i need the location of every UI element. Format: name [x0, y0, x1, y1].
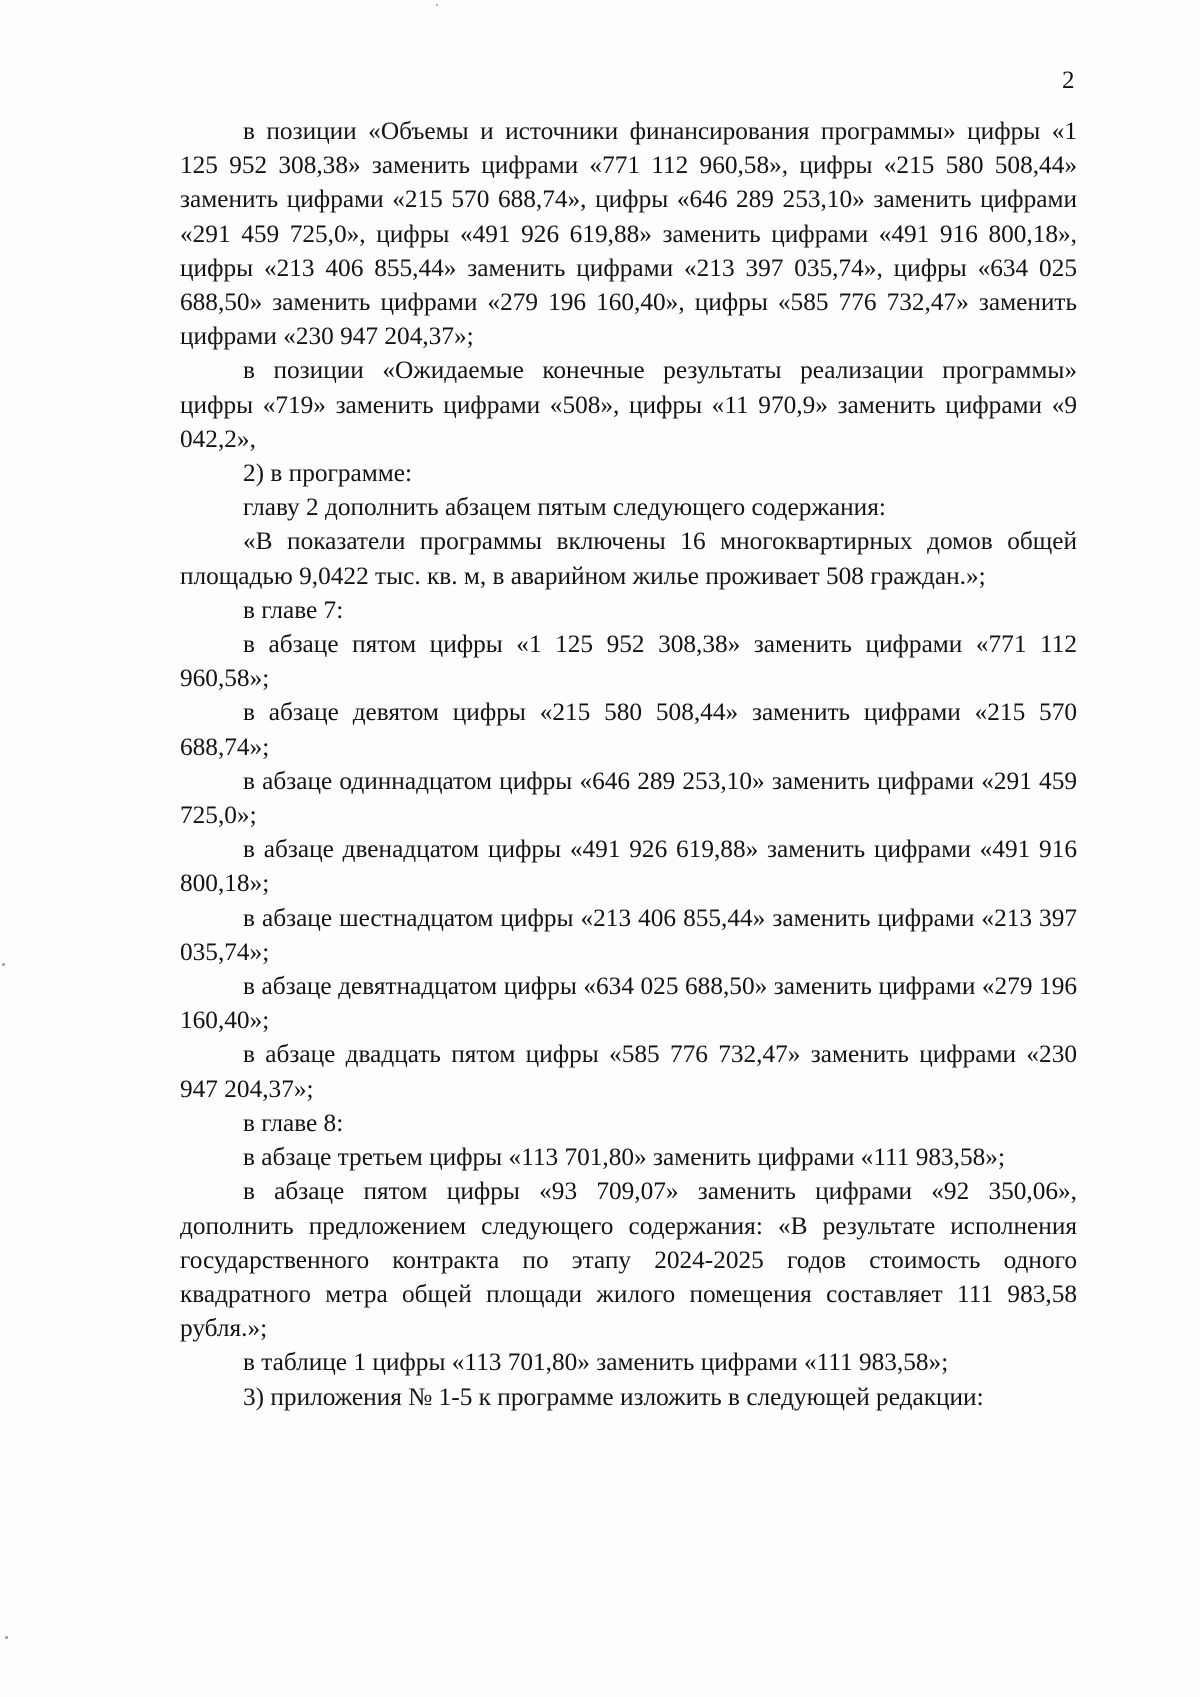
paragraph-chapter-7-heading: в главе 7:	[243, 595, 344, 624]
paragraph-funding-position: в позиции «Объемы и источники финансирования программы» цифры «1 125 952 308,38» заменить цифрами «771 112 960,58», цифры «215 580 508,44» заменить цифрами «215 570 688,74», цифры «646 289 253,10» заменить цифрами «291 459 725,0», цифры «491 926 619,88» заменить цифрами «491 916 800,18», цифры «213 406 855,44» заменить цифрами «213 397 035,74», цифры «634 025 688,50» заменить цифрами «279 196 160,40», цифры «585 776 732,47» заменить цифрами «230 947 204,37»;	[180, 117, 1077, 351]
paragraph-in-program: 2) в программе:	[243, 459, 413, 488]
paragraph-chapter-7-item-4: в абзаце двенадцатом цифры «491 926 619,88» заменить цифрами «491 916 800,18»;	[180, 835, 1077, 898]
paragraph-chapter-8-item-2: в абзаце пятом цифры «93 709,07» заменить цифрами «92 350,06», дополнить предложением следующего содержания: «В результате исполнения государственного контракта по этапу 2024-2025 годов стоимость одного квадратного метра общей площади жилого помещения составляет 111 983,58 рубля.»;	[180, 1177, 1077, 1343]
scan-speck	[5, 1636, 8, 1639]
paragraph-chapter-7-item-3: в абзаце одиннадцатом цифры «646 289 253,10» заменить цифрами «291 459 725,0»;	[180, 766, 1077, 830]
scan-speck	[436, 4, 438, 6]
paragraph-chapter-8-item-1: в абзаце третьем цифры «113 701,80» заменить цифрами «111 983,58»;	[243, 1143, 1005, 1172]
paragraph-chapter-7-item-5: в абзаце шестнадцатом цифры «213 406 855,44» заменить цифрами «213 397 035,74»;	[180, 903, 1077, 966]
paragraph-appendices: 3) приложения № 1-5 к программе изложить в следующей редакции:	[243, 1382, 984, 1411]
page-number: 2	[1062, 67, 1075, 94]
paragraph-table-1: в таблице 1 цифры «113 701,80» заменить цифрами «111 983,58»;	[243, 1348, 949, 1377]
paragraph-chapter-2-addition: главу 2 дополнить абзацем пятым следующего содержания:	[243, 493, 886, 522]
paragraph-chapter-7-item-1: в абзаце пятом цифры «1 125 952 308,38» заменить цифрами «771 112 960,58»;	[180, 630, 1077, 693]
scan-speck	[2, 963, 5, 966]
paragraph-expected-results-position: в позиции «Ожидаемые конечные результаты реализации программы» цифры «719» заменить цифрами «508», цифры «11 970,9» заменить цифрами «9 042,2»,	[180, 356, 1077, 453]
paragraph-chapter-7-item-6: в абзаце девятнадцатом цифры «634 025 688,50» заменить цифрами «279 196 160,40»;	[180, 972, 1077, 1035]
paragraph-chapter-8-heading: в главе 8:	[243, 1108, 344, 1137]
paragraph-chapter-7-item-2: в абзаце девятом цифры «215 580 508,44» заменить цифрами «215 570 688,74»;	[180, 698, 1077, 761]
paragraph-chapter-7-item-7: в абзаце двадцать пятом цифры «585 776 732,47» заменить цифрами «230 947 204,37»;	[180, 1040, 1077, 1103]
document-body	[180, 114, 1077, 1414]
paragraph-chapter-2-quote: «В показатели программы включены 16 многоквартирных домов общей площадью 9,0422 тыс. кв. м, в аварийном жилье проживает 508 граждан.»;	[180, 527, 1077, 590]
